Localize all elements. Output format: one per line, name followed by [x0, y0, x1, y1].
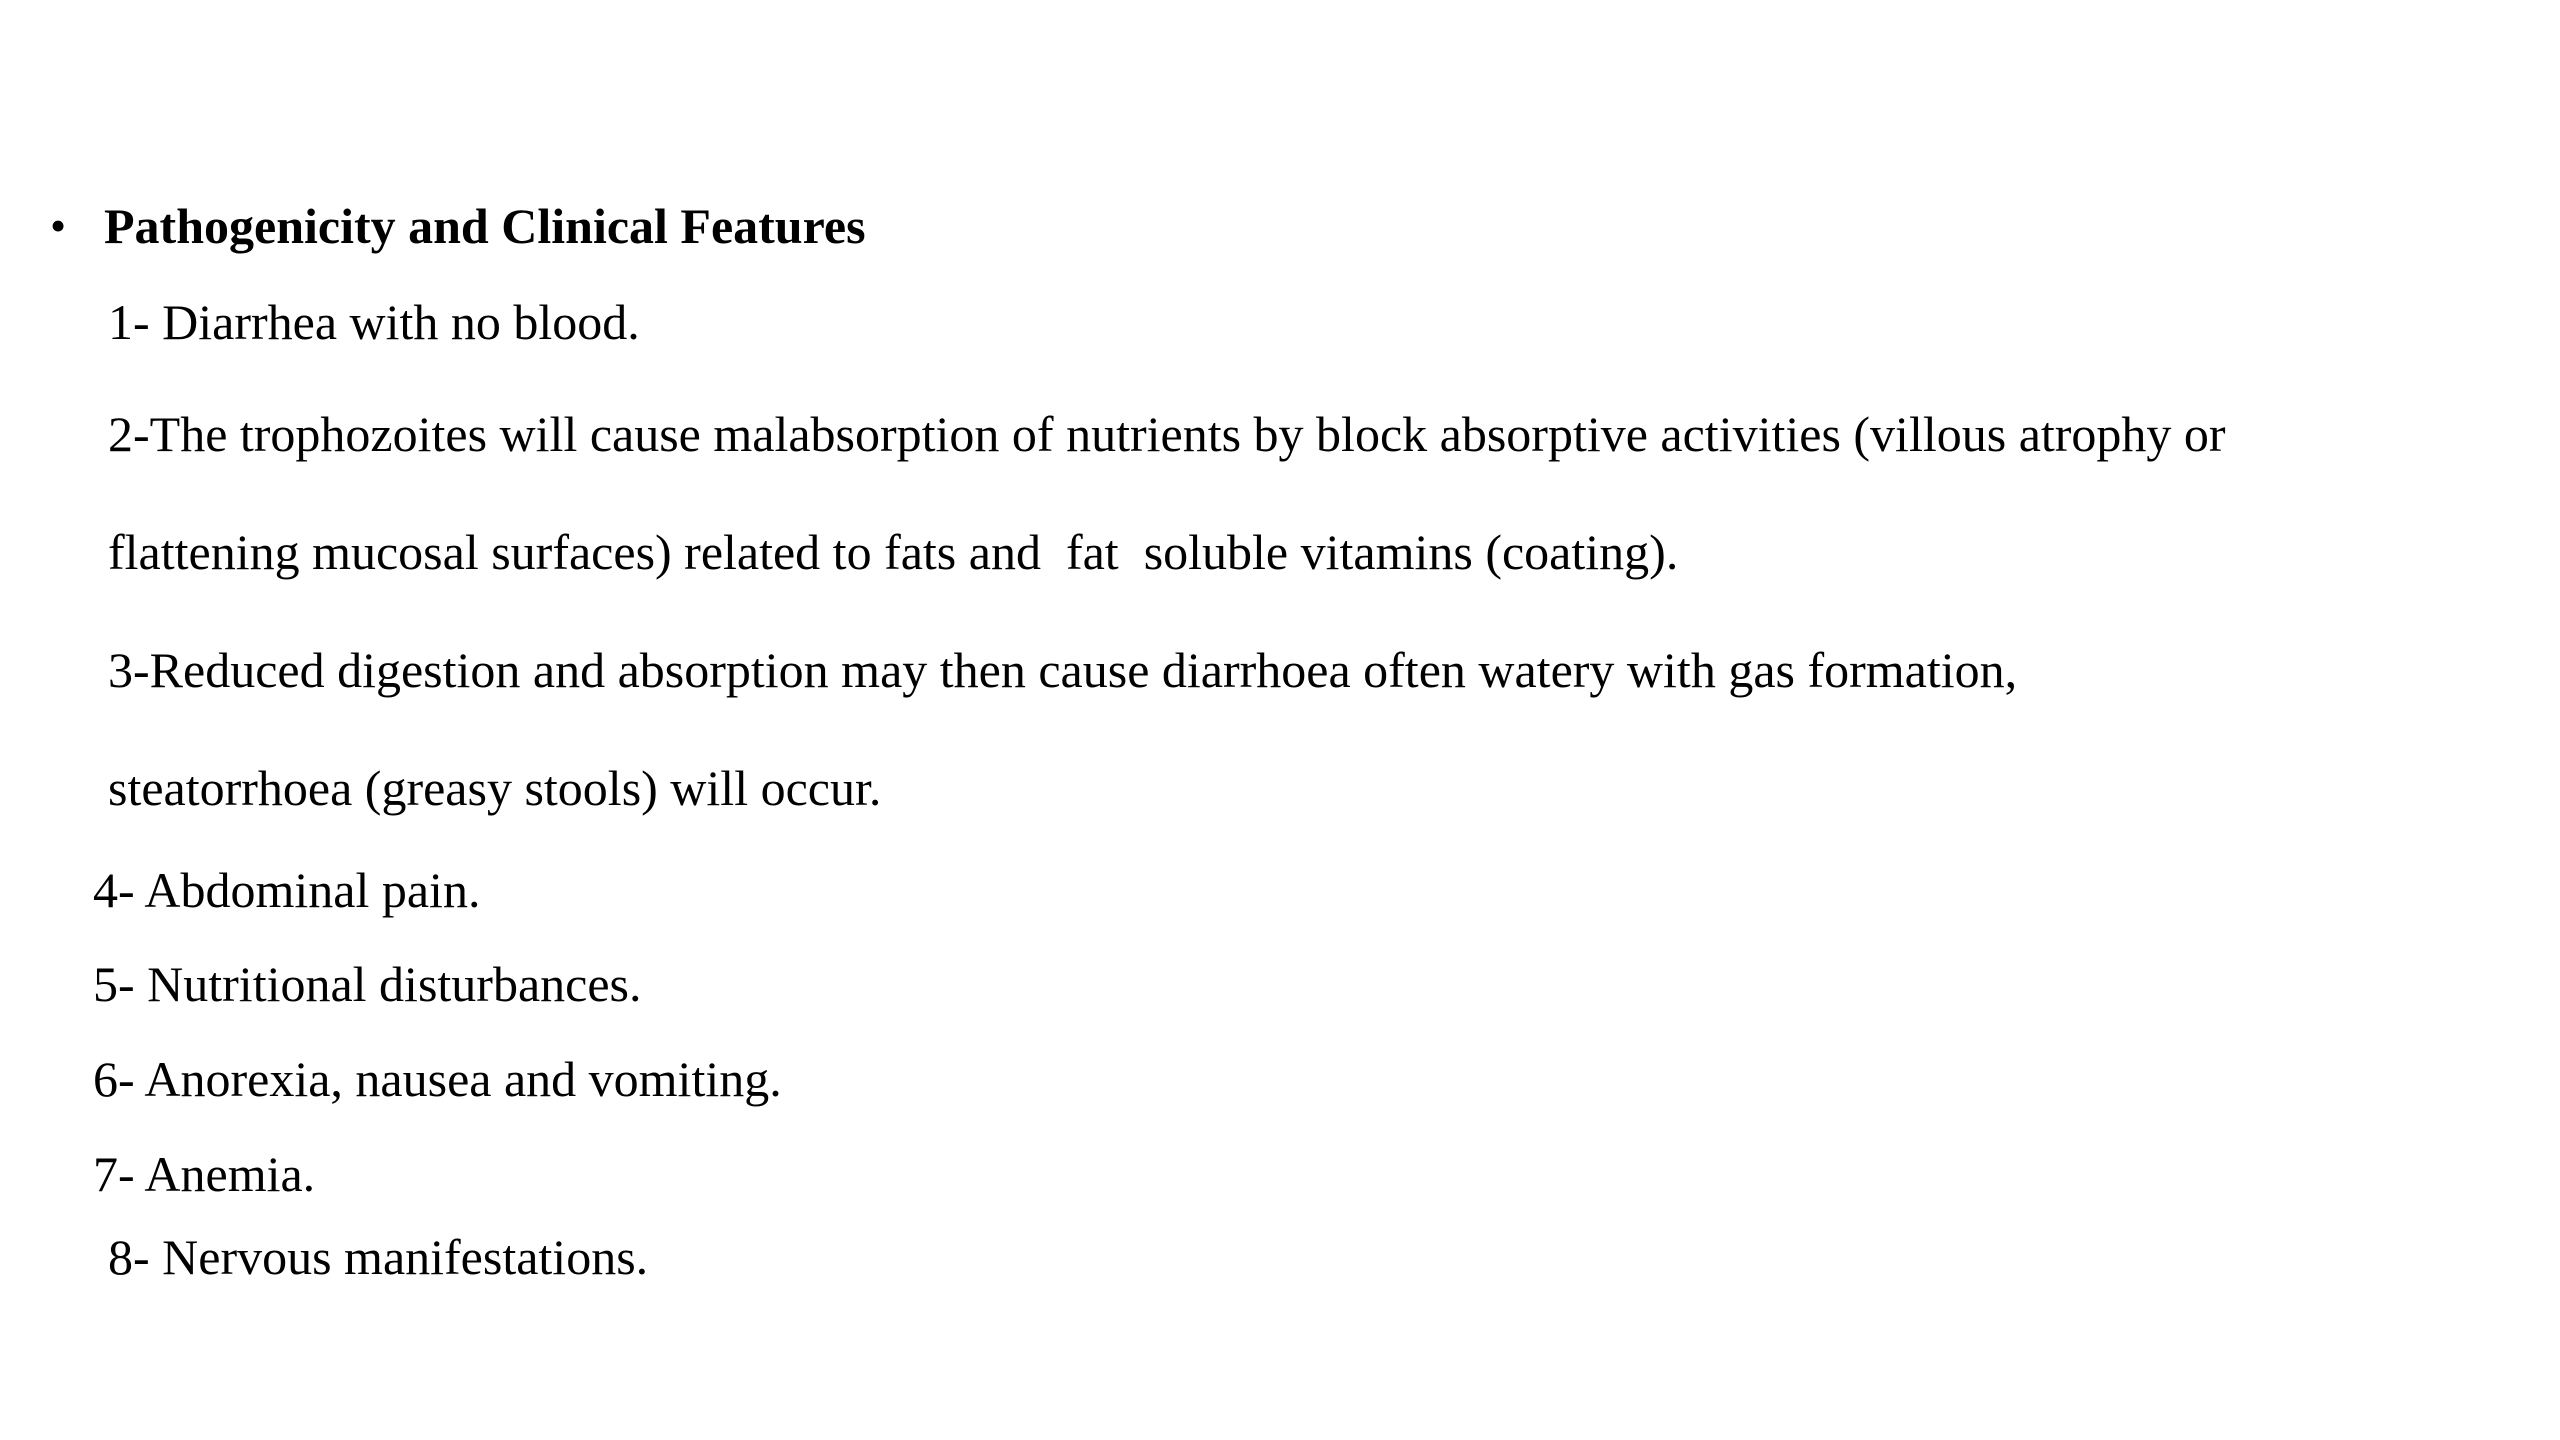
list-item-2-line-2: flattening mucosal surfaces) related to fats and fat soluble vitamins (coating).: [108, 524, 1679, 580]
list-item-6: 6- Anorexia, nausea and vomiting.: [93, 1051, 782, 1107]
heading-row: [50, 196, 866, 256]
list-item-8: 8- Nervous manifestations.: [108, 1229, 649, 1285]
list-item-4: 4- Abdominal pain.: [93, 862, 481, 918]
list-item-2-line-1: 2-The trophozoites will cause malabsorption of nutrients by block absorptive activities (villous atrophy or: [108, 406, 2226, 462]
list-item-5: 5- Nutritional disturbances.: [93, 956, 642, 1012]
list-item-3-line-1: 3-Reduced digestion and absorption may then cause diarrhoea often watery with gas formation,: [108, 642, 2018, 698]
list-item-7: 7- Anemia.: [93, 1146, 316, 1202]
section-heading: Pathogenicity and Clinical Features: [104, 198, 866, 254]
list-item-3-line-2: steatorrhoea (greasy stools) will occur.: [108, 760, 882, 816]
list-item-1: 1- Diarrhea with no blood.: [108, 294, 640, 350]
bullet-icon: •: [50, 200, 67, 251]
